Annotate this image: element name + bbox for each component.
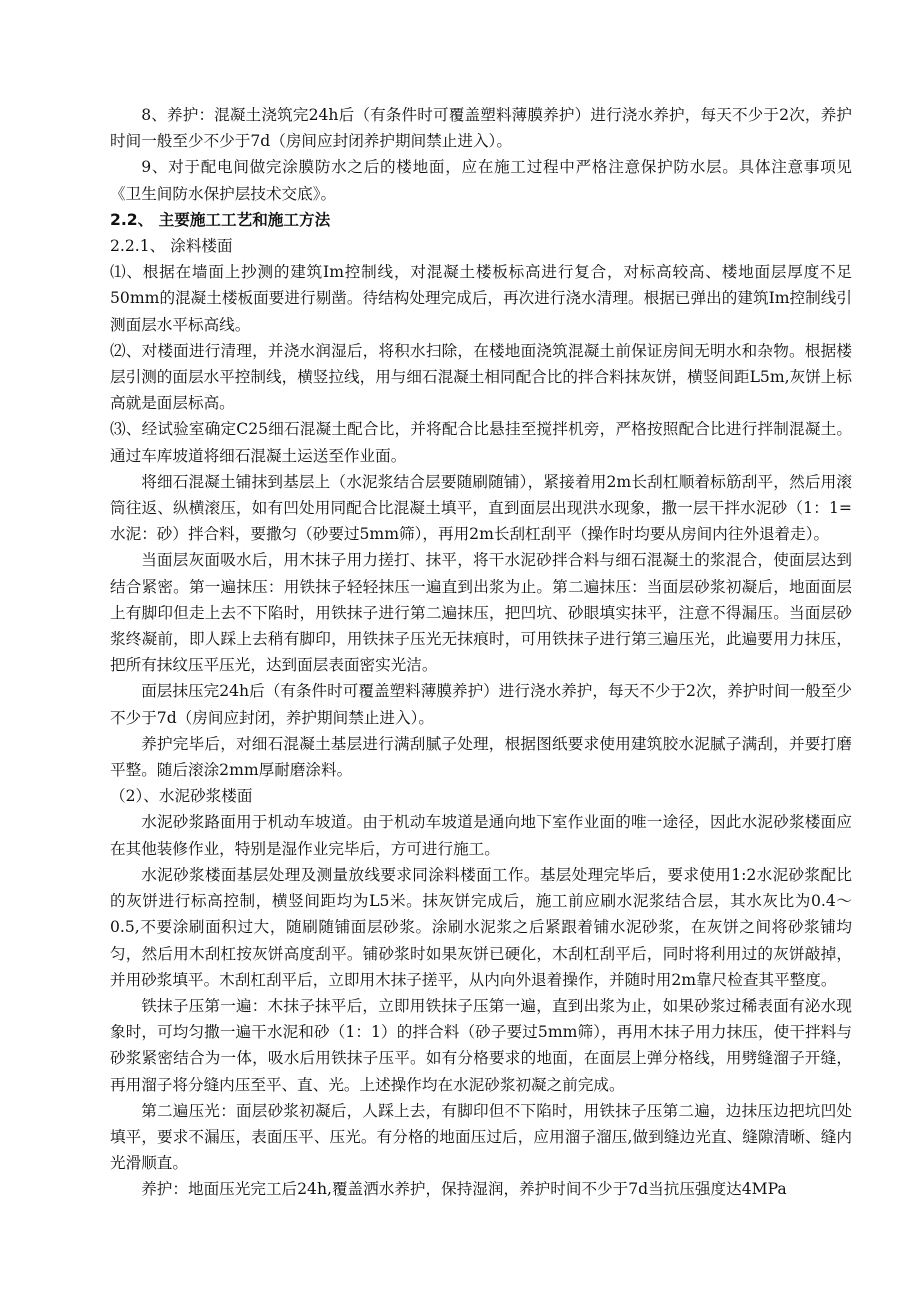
paragraph-body: 将细石混凝土铺抹到基层上（水泥浆结合层要随刷随铺），紧接着用2m长刮杠顺着标筋刮平，然后用滚筒往返、纵横滚压，如有凹处用同配合比混凝土填平，直到面层出现洪水现象，撒一层干拌水泥砂（1：1=水泥：砂）拌合料，要撒匀（砂要过5mm筛），再用2m长刮杠刮平（操作时均要从房间内往外退着走）。 <box>110 472 852 544</box>
paragraph-body: 第二遍压光：面层砂浆初凝后，人踩上去，有脚印但不下陷时，用铁抹子压第二遍，边抹压边把坑凹处填平，要求不漏压，表面压平、压光。有分格的地面压过后，应用溜子溜压,做到缝边光直、缝隙清晰、缝内光滑顺直。 <box>110 1101 852 1173</box>
paragraph-step-9: 9、对于配电间做完涂膜防水之后的楼地面，应在施工过程中严格注意保护防水层。具体注意事项见《卫生间防水保护层技术交底》。 <box>110 158 852 203</box>
paragraph-body: 水泥砂浆楼面基层处理及测量放线要求同涂料楼面工作。基层处理完毕后，要求使用1:2水泥砂浆配比的灰饼进行标高控制，横竖间距均为L5米。抹灰饼完成后，施工前应刷水泥浆结合层，其水灰比为0.4～0.5,不要涂刷面积过大，随刷随铺面层砂浆。涂刷水泥浆之后紧跟着铺水泥砂浆，在灰饼之间将砂浆铺均匀，然后用木刮杠按灰饼高度刮平。铺砂浆时如果灰饼已硬化，木刮杠刮平后，同时将利用过的灰饼敲掉，并用砂浆填平。木刮杠刮平后，立即用木抹子搓平，从内向外退着操作，并随时用2m靠尺检查其平整度。 <box>110 865 852 989</box>
paragraph-body: 养护完毕后，对细石混凝土基层进行满刮腻子处理，根据图纸要求使用建筑胶水泥腻子满刮，并要打磨平整。随后滚涂2mm厚耐磨涂料。 <box>110 734 852 780</box>
paragraph-item-1: ⑴、根据在墙面上抄测的建筑Im控制线，对混凝土楼板标高进行复合，对标高较高、楼地面层厚度不足50mm的混凝土楼板面要进行剔凿。待结构处理完成后，再次进行浇水清理。根据已弹出的建筑Im控制线引测面层水平标高线。 <box>110 263 852 334</box>
paragraph-body: 面层抹压完24h后（有条件时可覆盖塑料薄膜养护）进行浇水养护，每天不少于2次，养护时间一般至少不少于7d（房间应封闭，养护期间禁止进入）。 <box>110 682 852 727</box>
paragraph-body: 铁抹子压第一遍：木抹子抹平后，立即用铁抹子压第一遍，直到出浆为止，如果砂浆过稀表面有泌水现象时，可均匀撒一遍干水泥和砂（1：1）的拌合料（砂子要过5mm筛），再用木抹子用力抹压，使干拌料与砂浆紧密结合为一体，吸水后用铁抹子压平。如有分格要求的地面，在面层上弹分格线，用劈缝溜子开缝，再用溜子将分缝内压至平、直、光。上述操作均在水泥砂浆初凝之前完成。 <box>110 996 852 1094</box>
paragraph-body: 当面层灰面吸水后，用木抹子用力搓打、抹平，将干水泥砂拌合料与细石混凝土的浆混合，使面层达到结合紧密。第一遍抹压：用铁抹子轻轻抹压一遍直到出浆为止。第二遍抹压：当面层砂浆初凝后，地面面层上有脚印但走上去不下陷时，用铁抹子进行第二遍抹压，把凹坑、砂眼填实抹平，注意不得漏压。当面层砂浆终凝前，即人踩上去稍有脚印，用铁抹子压光无抹痕时，可用铁抹子进行第三遍压光，此遍要用力抹压，把所有抹纹压平压光，达到面层表面密实光洁。 <box>110 551 852 675</box>
document-page <box>110 102 852 1203</box>
subsection-heading-mortar: （2）、水泥砂浆楼面 <box>110 787 253 806</box>
paragraph-curing-step-8: 8、养护：混凝土浇筑完24h后（有条件时可覆盖塑料薄膜养护）进行浇水养护，每天不少于2次，养护时间一般至少不少于7d（房间应封闭养护期间禁止进入）。 <box>110 106 852 151</box>
paragraph-item-2: ⑵、对楼面进行清理，并浇水润湿后，将积水扫除，在楼地面浇筑混凝土前保证房间无明水和杂物。根据楼层引测的面层水平控制线，横竖拉线，用与细石混凝土相同配合比的拌合料抹灰饼，横竖间距L5m,灰饼上标高就是面层标高。 <box>110 341 852 413</box>
paragraph-body: 养护：地面压光完工后24h,覆盖洒水养护，保持湿润，养护时间不少于7d当抗压强度达4MPa <box>141 1180 787 1199</box>
subsection-heading: 2.2.1、 涂料楼面 <box>110 237 233 256</box>
section-heading: 2.2、 主要施工工艺和施工方法 <box>110 210 331 229</box>
paragraph-item-3: ⑶、经试验室确定C25细石混凝土配合比，并将配合比悬挂至搅拌机旁，严格按照配合比进行拌制混凝土。通过车库坡道将细石混凝土运送至作业面。 <box>110 420 852 465</box>
paragraph-body: 水泥砂浆路面用于机动车坡道。由于机动车坡道是通向地下室作业面的唯一途径，因此水泥砂浆楼面应在其他装修作业，特别是湿作业完毕后，方可进行施工。 <box>110 813 852 858</box>
